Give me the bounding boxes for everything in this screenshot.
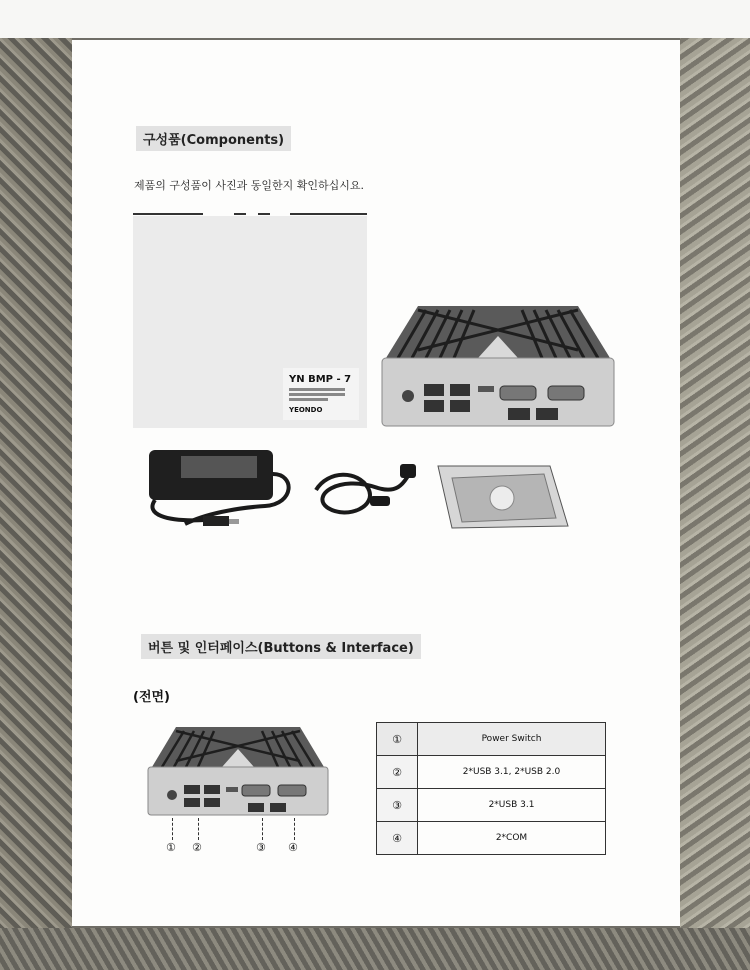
port-number: ① [377, 723, 418, 756]
box-model-text: YN BMP - 7 [289, 374, 352, 385]
box-brand-text: YEONDO [289, 406, 323, 414]
callout-3: ③ [256, 841, 266, 854]
power-cord-photo [308, 460, 420, 526]
box-label-sticker [283, 368, 359, 420]
table-row [377, 756, 606, 789]
ports-table [376, 722, 606, 855]
components-title: 구성품(Components) [136, 126, 291, 151]
box-label-fine-print [289, 388, 345, 403]
box-edge-line [258, 213, 270, 215]
driver-cd-photo [432, 462, 572, 532]
callout-line-2 [198, 818, 199, 840]
box-edge-line [133, 213, 203, 215]
box-edge-line [234, 213, 246, 215]
box-edge-line [290, 213, 367, 215]
port-description: 2*USB 3.1 [418, 789, 606, 822]
callout-2: ② [192, 841, 202, 854]
port-number: ④ [377, 822, 418, 855]
callout-1: ① [166, 841, 176, 854]
components-description: 제품의 구성품이 사진과 동일한지 확인하십시요. [134, 179, 365, 192]
callout-line-1 [172, 818, 173, 840]
port-number: ③ [377, 789, 418, 822]
callout-line-4 [294, 818, 295, 840]
scan-background-right [680, 38, 750, 970]
front-view-label: (전면) [133, 690, 170, 705]
callout-4: ④ [288, 841, 298, 854]
port-description: Power Switch [418, 723, 606, 756]
table-row [377, 723, 606, 756]
port-description: 2*COM [418, 822, 606, 855]
callout-line-3 [262, 818, 263, 840]
interface-title: 버튼 및 인터페이스(Buttons & Interface) [141, 634, 421, 659]
scan-background-top [0, 0, 750, 38]
port-number: ② [377, 756, 418, 789]
port-description: 2*USB 3.1, 2*USB 2.0 [418, 756, 606, 789]
scan-background-left [0, 38, 72, 970]
scan-background-bottom [0, 928, 750, 970]
power-adapter-photo [145, 444, 295, 536]
mini-pc-photo [378, 300, 618, 430]
table-row [377, 822, 606, 855]
mini-pc-front-photo [146, 723, 330, 819]
table-row [377, 789, 606, 822]
